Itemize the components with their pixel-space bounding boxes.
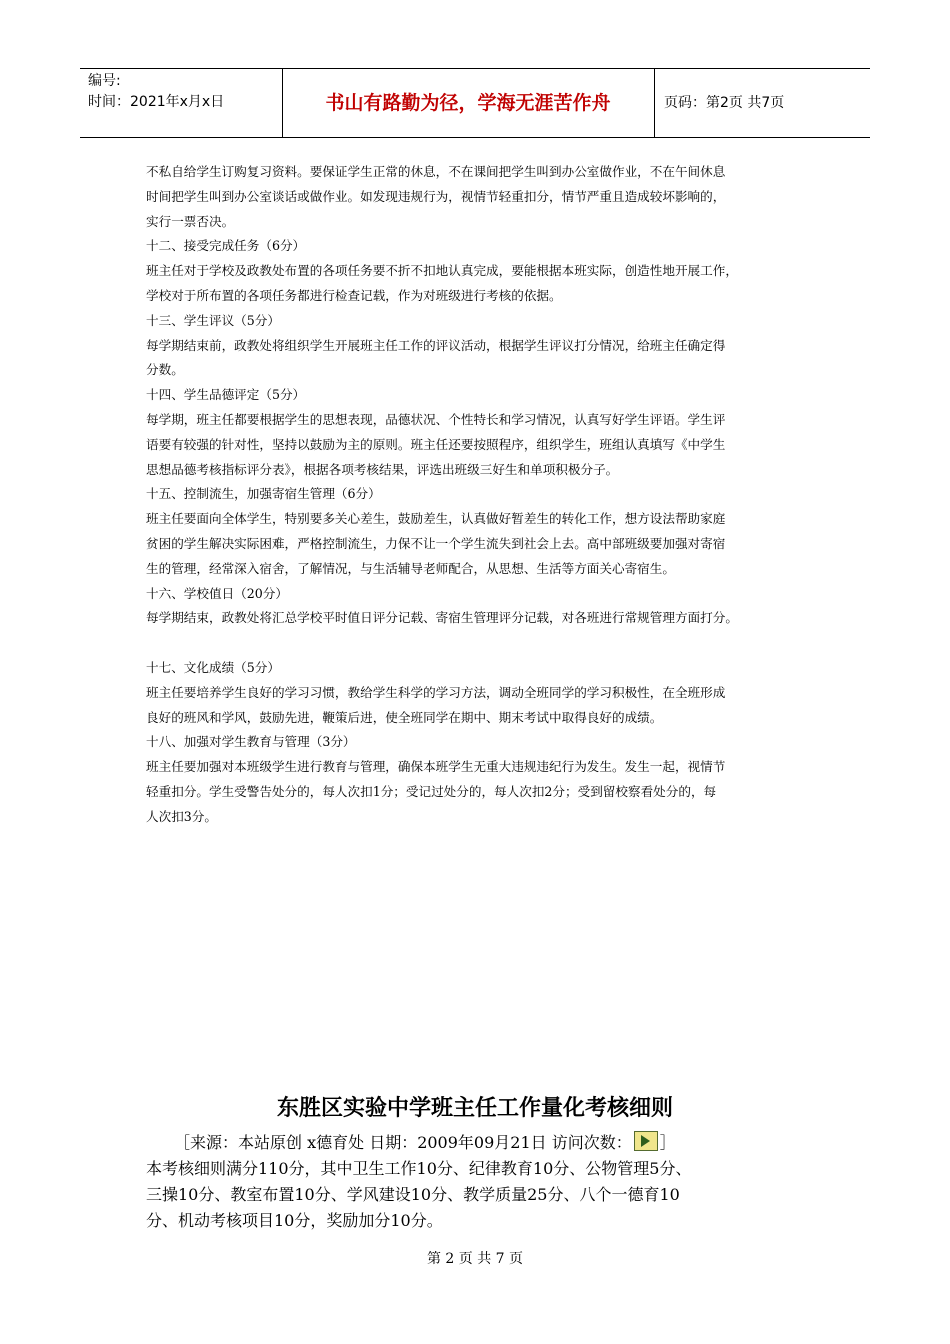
page-footer: 第 2 页 共 7 页: [426, 1251, 524, 1267]
body-line: 学校对于所布置的各项任务都进行检查记载，作为对班级进行考核的依据。: [146, 287, 562, 303]
body-line: 不私自给学生订购复习资料。要保证学生正常的休息，不在课间把学生叫到办公室做作业，不在午间休息: [146, 164, 726, 179]
body-line: 生的管理，经常深入宿舍，了解情况，与生活辅导老师配合，从思想、生活等方面关心寄宿生。: [146, 560, 675, 576]
body-line: 每学期结束前，政教处将组织学生开展班主任工作的评议活动，根据学生评议打分情况，给班主任确定得: [146, 337, 726, 353]
body-line: 贫困的学生解决实际困难，严格控制流生，力保不让一个学生流失到社会上去。高中部班级要加强对寄宿: [146, 535, 726, 551]
article-title: 东胜区实验中学班主任工作量化考核细则: [276, 1096, 673, 1121]
blank-line: [146, 631, 826, 656]
intro-line: 本考核细则满分110分，其中卫生工作10分、纪律教育10分、公物管理5分、: [146, 1159, 692, 1178]
header-page-number: 页码：第2页 共7页: [664, 95, 785, 111]
section-heading: 十三、学生评议（5分）: [146, 312, 280, 328]
body-line: 班主任要加强对本班级学生进行教育与管理，确保本班学生无重大违规违纪行为发生。发生一起，视情节: [146, 759, 726, 775]
article-meta-text: ［来源：本站原创 x德育处 日期：2009年09月21日 访问次数：: [174, 1133, 632, 1152]
article-meta: [174, 1130, 676, 1153]
body-line: 班主任要培养学生良好的学习习惯，教给学生科学的学习方法，调动全班同学的学习积极性，在全班形成: [146, 684, 726, 700]
body-line: 每学期，班主任都要根据学生的思想表现，品德状况、个性特长和学习情况，认真写好学生评语。学生评: [146, 411, 726, 427]
body-line: 思想品德考核指标评分表》，根据各项考核结果，评选出班级三好生和单项积极分子。: [146, 461, 619, 477]
section-heading: 十二、接受完成任务（6分）: [146, 238, 306, 254]
article-meta-close: ］: [659, 1133, 676, 1152]
document-number-label: 编号:: [88, 73, 121, 89]
header-divider: [654, 69, 655, 137]
body-line: 人次扣3分。: [146, 808, 217, 824]
section-heading: 十四、学生品德评定（5分）: [146, 387, 306, 403]
body-line: 语要有较强的针对性，坚持以鼓励为主的原则。班主任还要按照程序，组织学生，班组认真填写《中学生: [146, 436, 726, 452]
intro-line: 三操10分、教室布置10分、学风建设10分、教学质量25分、八个一德育10: [146, 1185, 680, 1204]
body-line: 每学期结束，政教处将汇总学校平时值日评分记载、寄宿生管理评分记载，对各班进行常规管理方面打分。: [146, 610, 738, 626]
document-date-label: 时间：2021年x月x日: [88, 94, 225, 110]
header-motto: 书山有路勤为径，学海无涯苦作舟: [325, 92, 611, 114]
body-line: 班主任对于学校及政教处布置的各项任务要不折不扣地认真完成，要能根据本班实际，创造性地开展工作，: [146, 263, 738, 279]
body-line: 分数。: [146, 362, 184, 378]
section-heading: 十七、文化成绩（5分）: [146, 659, 280, 675]
body-text: [146, 160, 826, 830]
visit-counter-icon: [634, 1131, 658, 1151]
intro-line: 分、机动考核项目10分，奖励加分10分。: [146, 1211, 443, 1230]
section-heading: 十五、控制流生，加强寄宿生管理（6分）: [146, 486, 381, 502]
header-info: [88, 71, 278, 113]
section-heading: 十六、学校值日（20分）: [146, 585, 288, 601]
body-line: 时间把学生叫到办公室谈话或做作业。如发现违规行为，视情节轻重扣分，情节严重且造成较坏影响的，: [146, 188, 726, 204]
article-intro: [146, 1156, 826, 1234]
body-line: 轻重扣分。学生受警告处分的，每人次扣1分；受记过处分的，每人次扣2分；受到留校察看处分的，每: [146, 783, 717, 799]
body-line: 实行一票否决。: [146, 213, 235, 229]
section-heading: 十八、加强对学生教育与管理（3分）: [146, 734, 356, 750]
page-header: [80, 68, 870, 138]
body-line: 良好的班风和学风，鼓励先进，鞭策后进，使全班同学在期中、期末考试中取得良好的成绩。: [146, 709, 663, 725]
body-line: 班主任要面向全体学生，特别要多关心差生，鼓励差生，认真做好暂差生的转化工作，想方设法帮助家庭: [146, 511, 726, 527]
